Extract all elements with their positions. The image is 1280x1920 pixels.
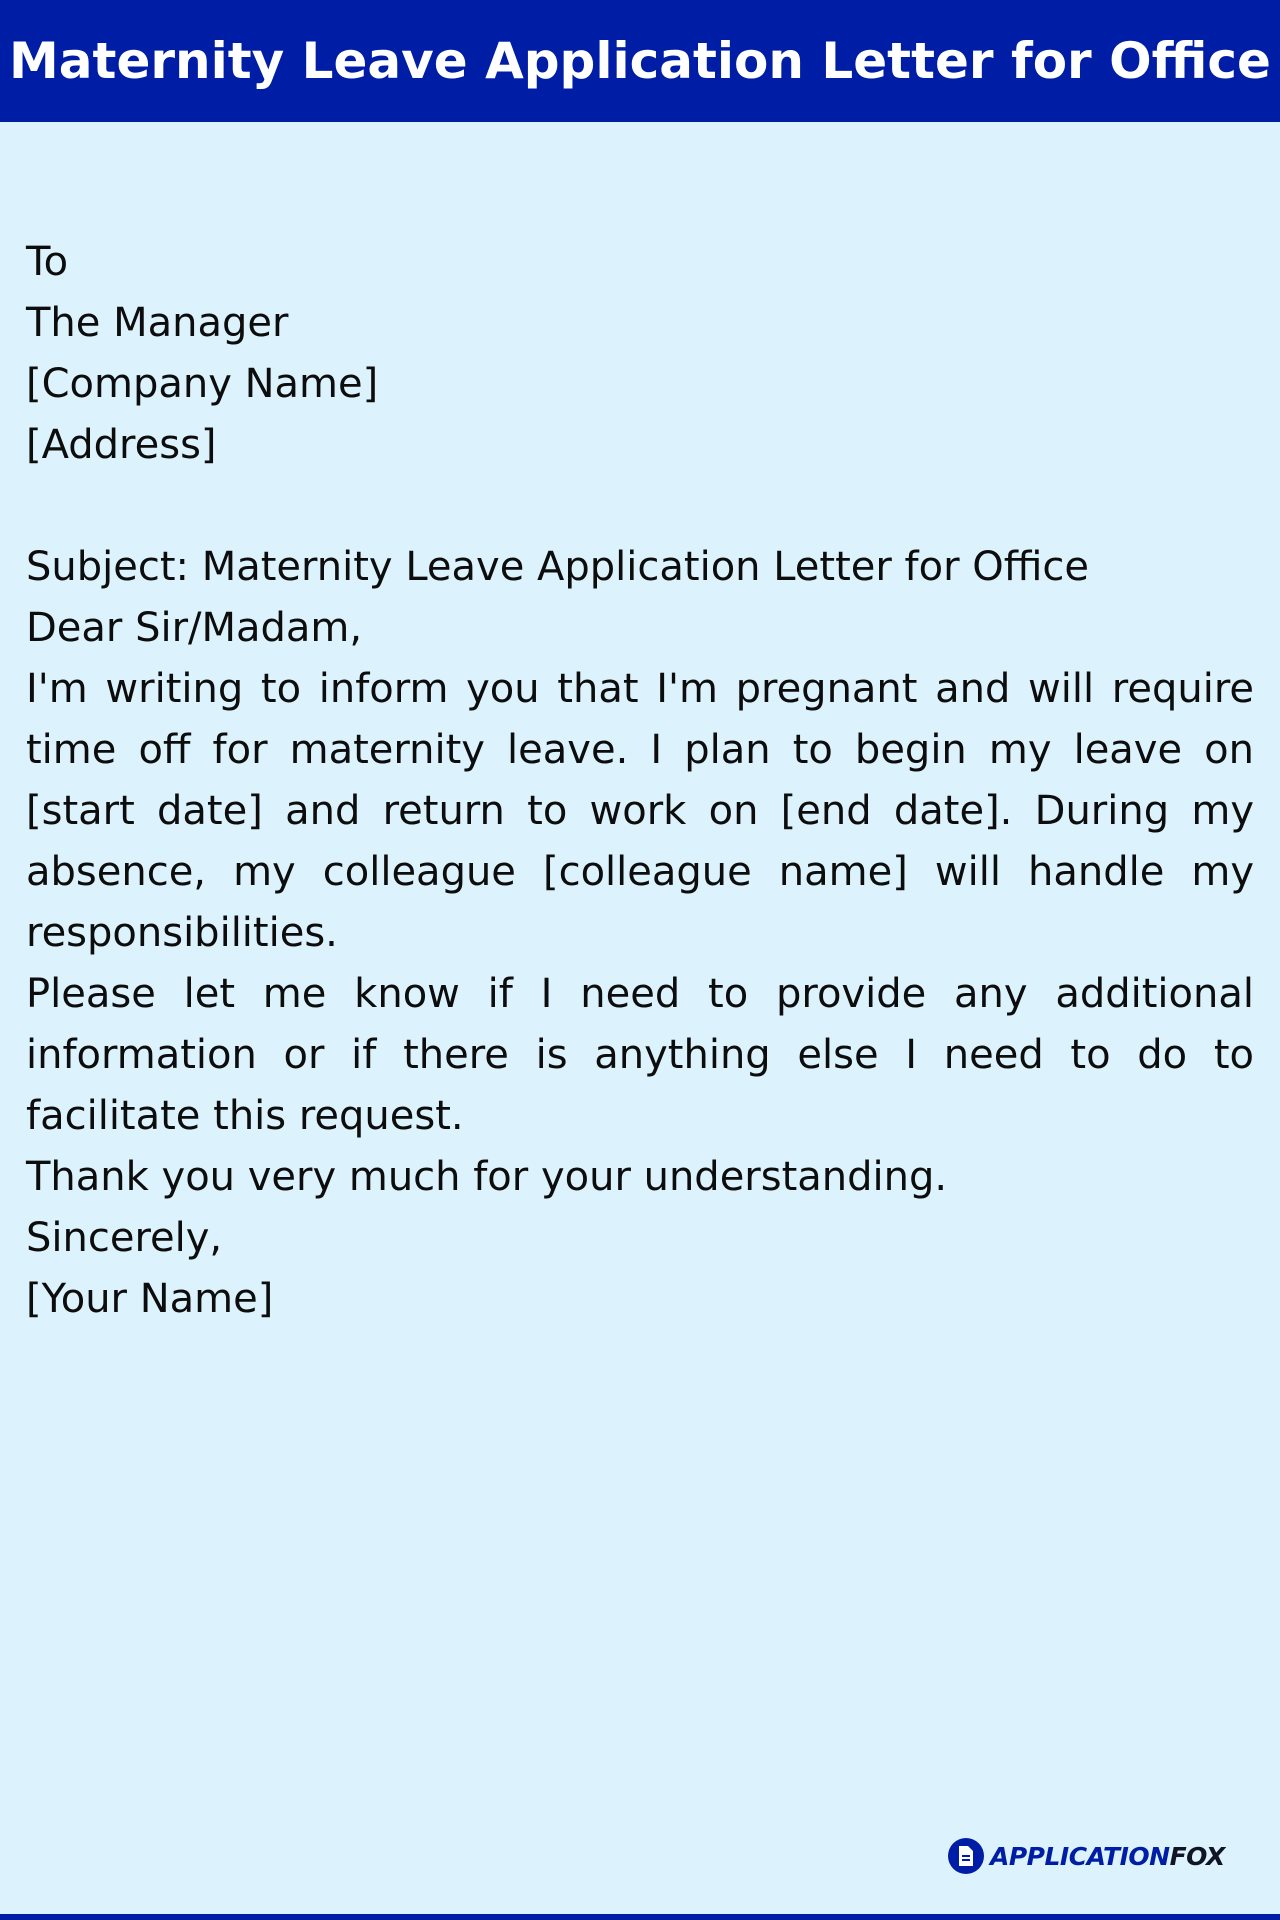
letter-paragraph: I'm writing to inform you that I'm pregnant and will require time off for maternity leave. I plan to begin my leave on [start date] and return to work on [end date]. During my absence, my colleague [colleague name] will handle my responsibilities. [26, 666, 1254, 956]
letter-body [26, 232, 1254, 1330]
brand-name-part1: APPLICATION [990, 1841, 1170, 1871]
letter-subject: Subject: Maternity Leave Application Letter for Office [26, 544, 1090, 590]
brand-name [990, 1842, 1225, 1871]
document-icon [948, 1838, 984, 1874]
page-title: Maternity Leave Application Letter for Office [9, 32, 1271, 90]
recipient-title: The Manager [26, 300, 289, 346]
recipient-address: [Address] [26, 422, 217, 468]
signature-block [26, 1208, 1254, 1330]
letter-paragraph: Thank you very much for your understanding. [26, 1154, 948, 1200]
recipient-block [26, 232, 1254, 476]
recipient-company: [Company Name] [26, 361, 379, 407]
page-header [0, 0, 1280, 122]
bottom-divider [0, 1914, 1280, 1920]
brand-logo [948, 1836, 1225, 1876]
letter-salutation: Dear Sir/Madam, [26, 605, 363, 651]
brand-name-part2: FOX [1169, 1841, 1225, 1871]
letter-paragraph: Please let me know if I need to provide any additional information or if there is anything else I need to do to facilitate this request. [26, 971, 1254, 1139]
letter-closing: Sincerely, [26, 1215, 223, 1261]
recipient-to: To [26, 239, 69, 285]
letter-signature: [Your Name] [26, 1276, 274, 1322]
